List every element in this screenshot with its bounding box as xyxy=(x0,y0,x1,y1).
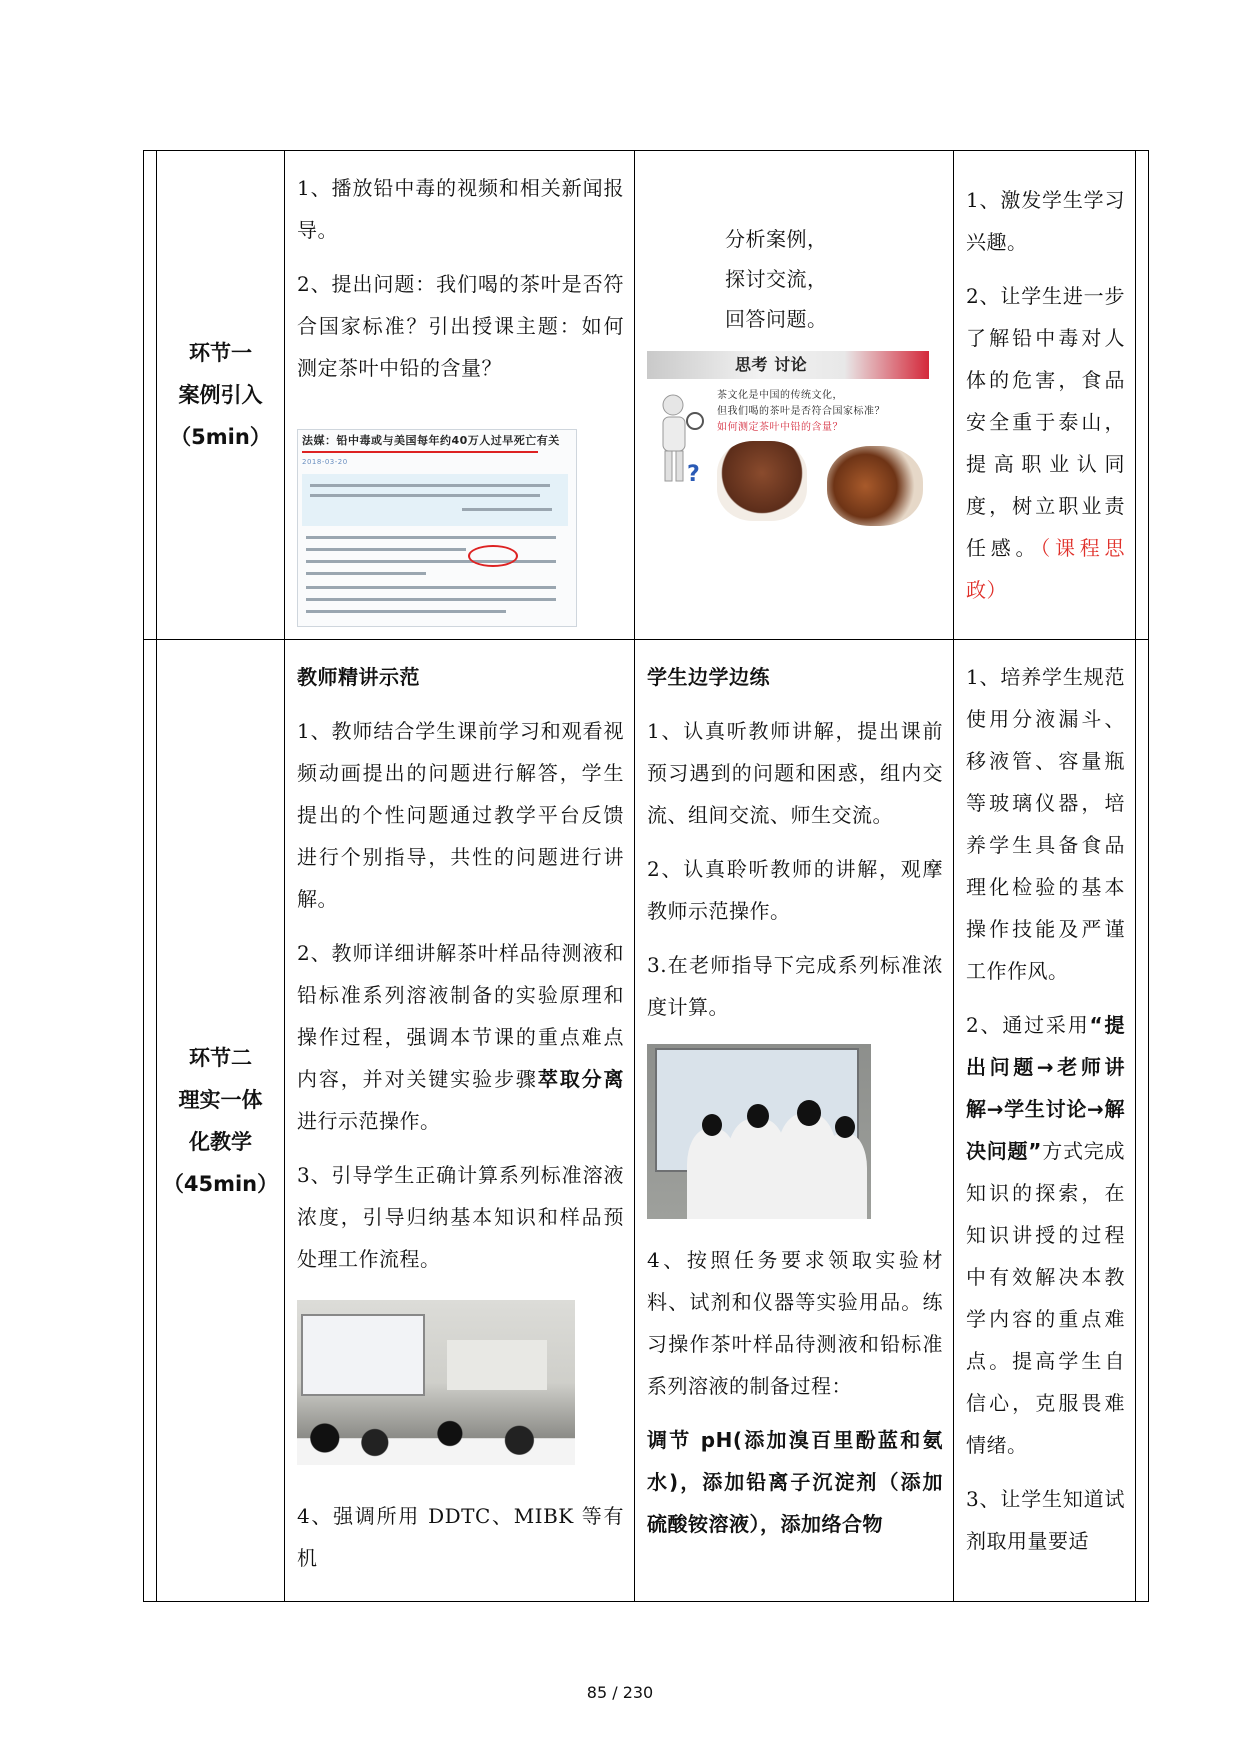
lesson-plan-table xyxy=(143,150,1149,1602)
stage-label: 环节一 xyxy=(189,341,252,365)
paragraph: 4、按照任务要求领取实验材料、试剂和仪器等实验用品。练习操作茶叶样品待测液和铅标准系列溶液的制备过程： xyxy=(647,1248,943,1398)
paragraph xyxy=(966,1004,1125,1466)
paragraph: 3、引导学生正确计算系列标准溶液浓度，引导归纳基本知识和样品预处理工作流程。 xyxy=(297,1163,624,1271)
slide-text: 但我们喝的茶叶是否符合国家标准？ xyxy=(717,406,885,417)
slide-question: 如何测定茶叶中铅的含量？ xyxy=(717,422,843,433)
margin-cell xyxy=(144,640,157,1602)
thinking-figure-icon xyxy=(653,391,707,491)
think-discuss-slide-image xyxy=(647,351,929,537)
paragraph-text: 2、通过采用 xyxy=(966,1013,1090,1037)
key-step: 调节 pH(添加溴百里酚蓝和氨水)，添加铅离子沉淀剂（添加硫酸铵溶液），添加络合物 xyxy=(647,1428,943,1536)
paragraph xyxy=(297,932,624,1142)
paragraph: 1、培养学生规范使用分液漏斗、移液管、容量瓶等玻璃仪器，培养学生具备食品理化检验的基本操作技能及严谨工作作风。 xyxy=(966,665,1125,983)
design-intent-cell xyxy=(954,640,1136,1602)
stage-label: 案例引入 xyxy=(178,383,263,407)
paragraph: 1、播放铅中毒的视频和相关新闻报导。 xyxy=(297,176,624,242)
news-quote-box xyxy=(302,474,568,526)
stage-label: 理实一体 xyxy=(178,1087,263,1112)
paragraph: 2、提出问题：我们喝的茶叶是否符合国家标准？引出授课主题：如何测定茶叶中铅的含量？ xyxy=(297,272,624,380)
paragraph: 4、强调所用 DDTC、MIBK 等有机 xyxy=(297,1504,624,1570)
news-text-line xyxy=(306,598,556,601)
student-activity-list xyxy=(647,219,943,339)
students-practice-photo xyxy=(647,1044,871,1219)
person-head xyxy=(702,1114,722,1136)
news-text-line xyxy=(306,586,556,589)
paragraph: 2、认真聆听教师的讲解，观摩教师示范操作。 xyxy=(647,857,943,923)
news-title-underline xyxy=(302,451,538,453)
stage-label: 化教学 xyxy=(189,1129,252,1154)
person-head xyxy=(797,1100,821,1126)
news-text-line xyxy=(306,572,426,575)
paragraph: 3、让学生知道试剂取用量要适 xyxy=(966,1487,1125,1553)
svg-text:?: ? xyxy=(687,462,701,487)
table-row xyxy=(144,151,1149,640)
method-highlight: “提出问题→老师讲解→学生讨论→解决问题” xyxy=(966,1013,1125,1163)
activity-line: 分析案例， xyxy=(725,227,828,251)
paragraph: 1、教师结合学生课前学习和观看视频动画提出的问题进行解答，学生提出的个性问题通过教学平台反馈进行个别指导，共性的问题进行讲解。 xyxy=(297,719,624,911)
stage-duration: （5min） xyxy=(170,425,271,449)
news-date: 2018-03-20 xyxy=(302,458,348,466)
stage-label: 环节二 xyxy=(189,1045,252,1070)
news-text-line xyxy=(310,494,540,497)
news-text-line xyxy=(462,508,552,511)
page-number: 85 / 230 xyxy=(586,1683,654,1702)
paragraph: 3.在老师指导下完成系列标准浓度计算。 xyxy=(647,953,943,1019)
section-heading: 学生边学边练 xyxy=(647,665,770,689)
teacher-activity-cell xyxy=(285,151,635,640)
news-text-line xyxy=(306,560,556,563)
student-activity-cell xyxy=(635,151,954,640)
news-text-line xyxy=(306,536,556,539)
slide-title: 思考 讨论 xyxy=(735,355,808,374)
activity-line: 探讨交流， xyxy=(725,267,828,291)
table-row xyxy=(144,640,1149,1602)
news-screenshot-image xyxy=(297,429,577,627)
stage-cell xyxy=(157,640,285,1602)
person-head xyxy=(747,1104,769,1128)
paragraph: 1、激发学生学习兴趣。 xyxy=(966,188,1125,254)
highlight-circle xyxy=(468,545,518,567)
person-head xyxy=(835,1116,855,1138)
stage-cell xyxy=(157,151,285,640)
paragraph xyxy=(966,275,1125,611)
activity-line: 回答问题。 xyxy=(725,307,828,331)
paragraph-text: 2、教师详细讲解茶叶样品待测液和铅标准系列溶液制备的实验原理和操作过程，强调本节课的重点难点内容，并对关键实验步骤 xyxy=(297,941,624,1091)
section-heading: 教师精讲示范 xyxy=(297,665,420,689)
margin-cell xyxy=(144,151,157,640)
margin-cell xyxy=(1136,640,1149,1602)
news-text-line xyxy=(306,610,506,613)
key-step: 萃取分离 xyxy=(537,1067,625,1091)
paragraph: 1、认真听教师讲解，提出课前预习遇到的问题和困惑，组内交流、组间交流、师生交流。 xyxy=(647,719,943,827)
news-text-line xyxy=(310,484,550,487)
news-title: 法媒：铅中毒或与美国每年约40万人过早死亡有关 xyxy=(302,434,560,447)
student-activity-cell xyxy=(635,640,954,1602)
students-heads xyxy=(297,1420,575,1465)
classroom-lecture-photo xyxy=(297,1300,575,1465)
tea-cups-photo xyxy=(827,446,923,526)
news-text-line xyxy=(306,548,466,551)
margin-cell xyxy=(1136,151,1149,640)
whiteboard xyxy=(447,1340,547,1390)
paragraph-text: 方式完成知识的探索，在知识讲授的过程中有效解决本教学内容的重点难点。提高学生自信心，克服畏难情绪。 xyxy=(966,1139,1125,1457)
slide-text: 茶文化是中国的传统文化， xyxy=(717,390,843,401)
teapot-photo xyxy=(717,441,807,521)
projector-screen xyxy=(301,1314,425,1396)
design-intent-cell xyxy=(954,151,1136,640)
ideology-tag: （课程思政） xyxy=(966,536,1125,602)
paragraph-text: 进行示范操作。 xyxy=(297,1109,441,1133)
stage-duration: （45min） xyxy=(162,1171,279,1196)
lab-coat xyxy=(822,1134,867,1219)
teacher-activity-cell xyxy=(285,640,635,1602)
paragraph-text: 2、让学生进一步了解铅中毒对人体的危害，食品安全重于泰山，提高职业认同度，树立职业责任感。 xyxy=(966,284,1125,560)
